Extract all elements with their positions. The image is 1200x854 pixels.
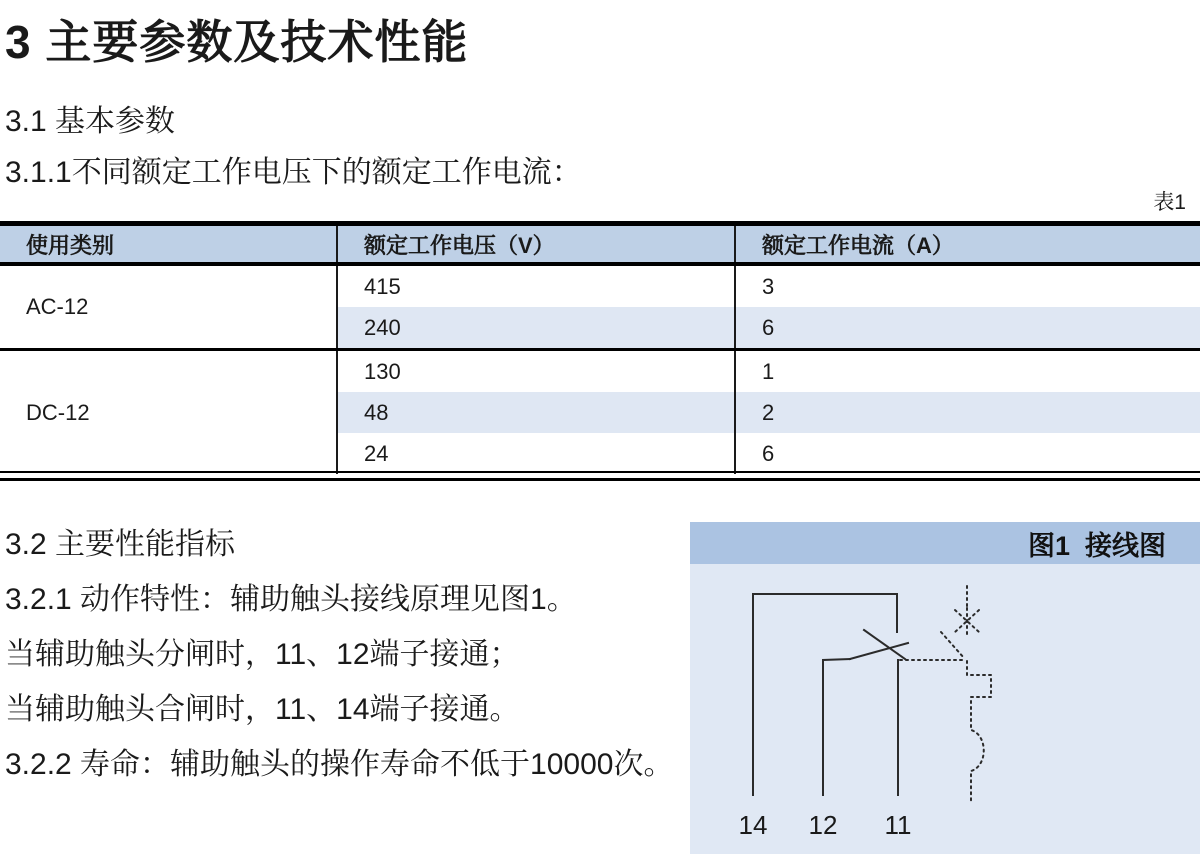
contact-blade-fixed	[850, 643, 908, 659]
line-contact-closed: 当辅助触头合闸时，11、14端子接通。	[5, 693, 520, 726]
current-cell: 6	[735, 307, 1200, 350]
category-cell-ac12: AC-12	[0, 264, 337, 350]
terminal-label-12: 12	[808, 810, 838, 840]
terminal-label-14: 14	[738, 810, 768, 840]
voltage-cell: 240	[337, 307, 735, 350]
col-header-rated-voltage: 额定工作电压（V）	[337, 224, 735, 265]
voltage-cell: 130	[337, 350, 735, 393]
table-bottom-rule	[0, 471, 1200, 481]
col-header-rated-current: 额定工作电流（A）	[735, 224, 1200, 265]
figure-caption: 图1 接线图	[690, 522, 1200, 564]
section-heading-3-1-1: 3.1.1不同额定工作电压下的额定工作电流：	[5, 156, 582, 189]
terminal-12-branch	[823, 659, 850, 795]
section-heading-3-1: 3.1 基本参数	[5, 105, 176, 138]
section-heading-3-2-2: 3.2.2 寿命：辅助触头的操作寿命不低于10000次。	[5, 748, 674, 781]
table-header-row	[0, 224, 1200, 265]
table-row	[0, 264, 1200, 307]
current-cell: 6	[735, 433, 1200, 474]
current-cell: 1	[735, 350, 1200, 393]
linkage-lower-path	[967, 661, 991, 801]
voltage-cell: 415	[337, 264, 735, 307]
line-contact-open: 当辅助触头分闸时，11、12端子接通；	[5, 638, 520, 671]
voltage-cell: 48	[337, 392, 735, 433]
section-heading-3-2-1: 3.2.1 动作特性：辅助触头接线原理见图1。	[5, 583, 577, 616]
voltage-cell: 24	[337, 433, 735, 474]
wiring-diagram	[690, 564, 1200, 854]
category-cell-dc12: DC-12	[0, 350, 337, 475]
linkage-diagonal	[941, 632, 964, 658]
section-heading-3-2: 3.2 主要性能指标	[5, 528, 236, 561]
figure-body	[690, 564, 1200, 854]
figure-1-panel	[690, 522, 1200, 854]
current-cell: 2	[735, 392, 1200, 433]
parameters-table	[0, 221, 1200, 474]
table-row	[0, 350, 1200, 393]
table-caption: 表1	[1153, 191, 1186, 214]
terminal-14-branch	[753, 594, 897, 795]
col-header-usage-category: 使用类别	[0, 224, 337, 265]
current-cell: 3	[735, 264, 1200, 307]
terminal-label-11: 11	[884, 810, 912, 840]
page-title: 3 主要参数及技术性能	[5, 16, 469, 68]
actuator-star-icon	[955, 608, 979, 635]
